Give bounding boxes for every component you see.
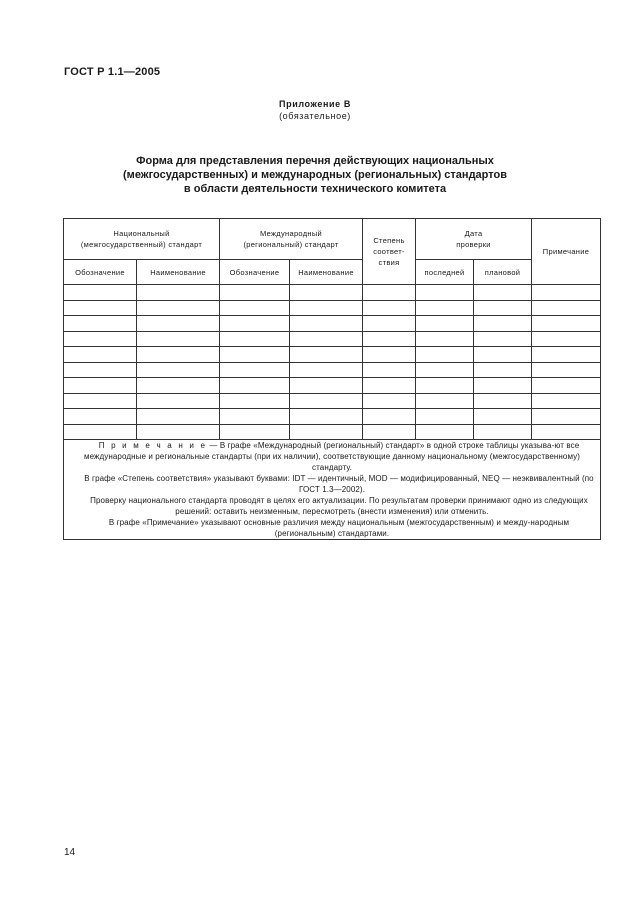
- table-cell: [474, 285, 532, 301]
- table-row: [64, 362, 601, 378]
- table-cell: [363, 424, 416, 440]
- header-text: Национальный: [113, 229, 170, 238]
- table-cell: [137, 393, 220, 409]
- planned-check-header: плановой: [474, 260, 532, 285]
- table-cell: [363, 362, 416, 378]
- table-cell: [363, 409, 416, 425]
- table-cell: [474, 362, 532, 378]
- table-cell: [416, 331, 474, 347]
- table-cell: [474, 347, 532, 363]
- form-title-line-2: (межгосударственных) и международных (региональных) стандартов: [123, 169, 507, 181]
- table-cell: [64, 424, 137, 440]
- table-cell: [64, 285, 137, 301]
- table-cell: [64, 300, 137, 316]
- note-paragraph-1: [64, 440, 600, 473]
- table-cell: [532, 424, 601, 440]
- note-row: [64, 440, 601, 540]
- table-row: [64, 331, 601, 347]
- table-cell: [290, 409, 363, 425]
- table-cell: [137, 300, 220, 316]
- international-designation-header: Обозначение: [220, 260, 290, 285]
- table-row: [64, 285, 601, 301]
- table-cell: [220, 362, 290, 378]
- table-cell: [137, 362, 220, 378]
- table-cell: [64, 378, 137, 394]
- table-row: [64, 378, 601, 394]
- national-standard-header: [64, 219, 220, 260]
- note-text: — В графе «Международный (региональный) стандарт» в одной строке таблицы указыва-ют все международные и региональные стандарты (при их наличии), соответствующие данному национальному (межгосударственному) стандарту.: [83, 441, 581, 472]
- form-title-line-1: Форма для представления перечня действующих национальных: [136, 155, 494, 167]
- table-cell: [290, 378, 363, 394]
- table-cell: [220, 347, 290, 363]
- form-title: [0, 154, 630, 196]
- header-text: Дата: [464, 229, 483, 238]
- table-cell: [474, 331, 532, 347]
- header-text: Международный: [259, 229, 323, 238]
- last-check-header: последней: [416, 260, 474, 285]
- table-row: [64, 424, 601, 440]
- table-row: [64, 300, 601, 316]
- table-cell: [416, 347, 474, 363]
- table-cell: [64, 347, 137, 363]
- table-cell: [220, 393, 290, 409]
- note-paragraph-4: В графе «Примечание» указывают основные различия между национальным (межгосударственным) и между-народным (региональным) стандартами.: [108, 518, 570, 538]
- table-cell: [290, 285, 363, 301]
- table-cell: [137, 378, 220, 394]
- table-cell: [416, 300, 474, 316]
- table-cell: [363, 300, 416, 316]
- check-date-header: [416, 219, 532, 260]
- table-cell: [416, 362, 474, 378]
- header-text: (межгосударственный) стандарт: [80, 240, 203, 249]
- table-cell: [363, 285, 416, 301]
- table-cell: [532, 393, 601, 409]
- header-text: соответ-: [373, 247, 405, 256]
- appendix-status: (обязательное): [279, 111, 351, 121]
- header-text: (региональный) стандарт: [243, 240, 339, 249]
- table-cell: [474, 424, 532, 440]
- table-cell: [363, 316, 416, 332]
- header-row-2: [64, 260, 601, 285]
- table-cell: [416, 285, 474, 301]
- table-cell: [290, 393, 363, 409]
- table-cell: [137, 331, 220, 347]
- table-cell: [532, 316, 601, 332]
- table-row: [64, 316, 601, 332]
- note-paragraph-2: В графе «Степень соответствия» указывают буквами: IDT — идентичный, MOD — модифицированный, NEQ — неэквивалентный (по ГОСТ 1.3—2002).: [84, 474, 594, 494]
- national-designation-header: Обозначение: [64, 260, 137, 285]
- table-cell: [220, 409, 290, 425]
- table-row: [64, 409, 601, 425]
- table-cell: [220, 285, 290, 301]
- table-cell: [474, 393, 532, 409]
- table-cell: [290, 300, 363, 316]
- note-label: П р и м е ч а н и е: [98, 441, 208, 450]
- document-code: ГОСТ Р 1.1—2005: [64, 66, 161, 78]
- table-cell: [474, 378, 532, 394]
- table-cell: [363, 347, 416, 363]
- table-cell: [137, 285, 220, 301]
- table-cell: [64, 409, 137, 425]
- table-cell: [220, 378, 290, 394]
- table-cell: [532, 300, 601, 316]
- table-cell: [137, 316, 220, 332]
- table-cell: [532, 409, 601, 425]
- table-cell: [474, 316, 532, 332]
- table-cell: [532, 347, 601, 363]
- degree-of-conformity-header: [363, 219, 416, 285]
- table-cell: [220, 331, 290, 347]
- table-cell: [64, 316, 137, 332]
- national-name-header: Наименование: [137, 260, 220, 285]
- table-cell: [363, 378, 416, 394]
- header-text: ствия: [378, 258, 400, 267]
- table-cell: [363, 393, 416, 409]
- table-cell: [416, 424, 474, 440]
- header-text: проверки: [456, 240, 491, 249]
- appendix-title: Приложение В: [279, 99, 351, 109]
- table-cell: [532, 331, 601, 347]
- table-cell: [220, 316, 290, 332]
- table-cell: [290, 424, 363, 440]
- table-row: [64, 393, 601, 409]
- table-cell: [64, 393, 137, 409]
- header-row-1: [64, 219, 601, 260]
- table-cell: [137, 347, 220, 363]
- table-cell: [137, 409, 220, 425]
- table-note: [64, 440, 601, 540]
- table-cell: [416, 316, 474, 332]
- table-cell: [474, 409, 532, 425]
- table-cell: [64, 331, 137, 347]
- table-cell: [290, 362, 363, 378]
- table-cell: [532, 362, 601, 378]
- table-cell: [290, 347, 363, 363]
- table-cell: [220, 300, 290, 316]
- table-cell: [474, 300, 532, 316]
- remark-header: Примечание: [532, 219, 601, 285]
- table-cell: [64, 362, 137, 378]
- note-paragraph-3: Проверку национального стандарта проводят в целях его актуализации. По результатам проверки принимают одно из следующих решений: оставить неизменным, пересмотреть (внести изменения) или отменить.: [90, 496, 588, 516]
- form-title-line-3: в области деятельности технического комитета: [183, 183, 447, 195]
- appendix-heading: [0, 98, 630, 122]
- header-text: Степень: [373, 236, 405, 245]
- table-cell: [220, 424, 290, 440]
- table-cell: [416, 378, 474, 394]
- table-cell: [137, 424, 220, 440]
- table-cell: [416, 393, 474, 409]
- table-cell: [290, 331, 363, 347]
- table-cell: [290, 316, 363, 332]
- table-row: [64, 347, 601, 363]
- table-cell: [532, 285, 601, 301]
- page-number: 14: [64, 847, 76, 858]
- empty-rows: [64, 285, 601, 440]
- standards-form-table: [63, 218, 601, 540]
- table-cell: [363, 331, 416, 347]
- international-name-header: Наименование: [290, 260, 363, 285]
- international-standard-header: [220, 219, 363, 260]
- table-cell: [416, 409, 474, 425]
- table-cell: [532, 378, 601, 394]
